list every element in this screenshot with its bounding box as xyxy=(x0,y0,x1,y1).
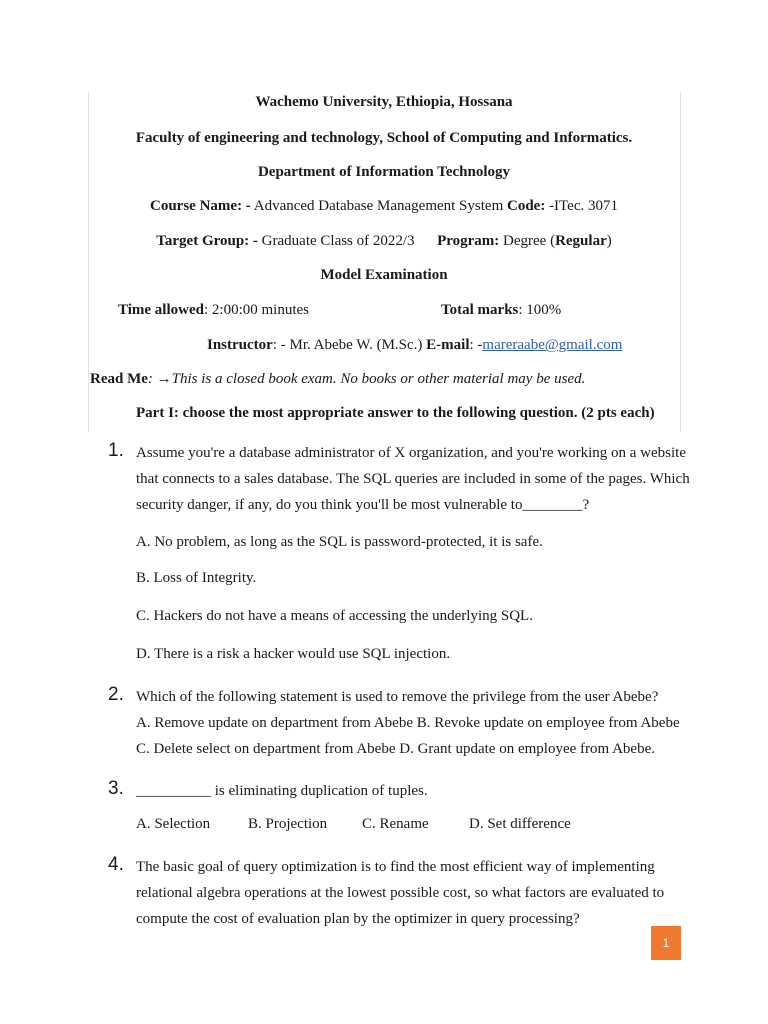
marks-label: Total marks xyxy=(441,302,519,318)
program-close: ) xyxy=(606,233,612,249)
program-label: Program: xyxy=(437,233,500,249)
option-item: B. Loss of Integrity. xyxy=(136,570,257,586)
question-text xyxy=(136,778,684,804)
option-item: D. There is a risk a hacker would use SQL injection. xyxy=(136,646,451,662)
department-name: Department of Information Technology xyxy=(257,164,511,180)
code-value: -ITec. 3071 xyxy=(545,198,618,214)
course-value: Advanced Database Management System xyxy=(250,198,507,214)
time-allowed xyxy=(118,302,309,319)
option-item: A. Selection xyxy=(136,816,211,832)
question-text xyxy=(136,854,684,932)
readme-label: Read Me xyxy=(90,371,148,387)
course-line xyxy=(88,198,680,215)
target-line xyxy=(88,233,680,250)
code-label: Code: xyxy=(506,198,546,214)
course-label: Course Name: - xyxy=(150,198,251,214)
page-number-badge: 1 xyxy=(651,926,681,960)
question-line: that connects to a sales database. The SQL queries are included in some of the pages. Which xyxy=(136,471,690,487)
question-line: A. Remove update on department from Abebe B. Revoke update on employee from Abebe xyxy=(136,715,680,731)
program-regular: Regular xyxy=(555,233,607,249)
question-line: The basic goal of query optimization is to find the most efficient way of implementing xyxy=(136,859,655,875)
program-value: Degree ( xyxy=(499,233,556,249)
header-right-border xyxy=(680,92,681,432)
total-marks xyxy=(441,302,561,319)
read-me xyxy=(90,371,585,388)
question-line: C. Delete select on department from Abebe D. Grant update on employee from Abebe. xyxy=(136,741,655,757)
instructor-line xyxy=(207,337,622,354)
question-line: compute the cost of evaluation plan by the optimizer in query processing? xyxy=(136,911,580,927)
time-label: Time allowed xyxy=(118,302,204,318)
readme-text: →This is a closed book exam. No books or other material may be used. xyxy=(156,371,586,387)
option-item: C. Hackers do not have a means of accessing the underlying SQL. xyxy=(136,608,533,624)
question-line: relational algebra operations at the lowest possible cost, so what factors are evaluated to xyxy=(136,885,665,901)
exam-title: Model Examination xyxy=(320,267,448,283)
question-text xyxy=(136,684,684,762)
email-label: E-mail xyxy=(426,337,470,353)
option-item: A. No problem, as long as the SQL is password-protected, it is safe. xyxy=(136,534,543,550)
university-name: Wachemo University, Ethiopia, Hossana xyxy=(255,94,513,110)
email-link[interactable]: mareraabe@gmail.com xyxy=(482,337,623,353)
part-title: Part I: choose the most appropriate answer to the following question. (2 pts each) xyxy=(136,405,655,421)
instructor-value: : - Mr. Abebe W. (M.Sc.) xyxy=(272,337,427,353)
option-item: C. Rename xyxy=(362,816,429,832)
time-value: : 2:00:00 minutes xyxy=(203,302,309,318)
option-item: B. Projection xyxy=(248,816,328,832)
target-value: Graduate Class of 2022/3 xyxy=(257,233,415,249)
marks-value: : 100% xyxy=(518,302,562,318)
question-line: Which of the following statement is used to remove the privilege from the user Abebe? xyxy=(136,689,659,705)
question-number: 1. xyxy=(108,440,124,461)
question-text xyxy=(136,440,690,518)
faculty-name: Faculty of engineering and technology, School of Computing and Informatics. xyxy=(135,130,633,146)
instructor-label: Instructor xyxy=(207,337,273,353)
question-number: 4. xyxy=(108,854,124,875)
question-line: Assume you're a database administrator of X organization, and you're working on a website xyxy=(136,445,686,461)
option-item: D. Set difference xyxy=(469,816,571,832)
email-sep: : - xyxy=(469,337,483,353)
question-line: security danger, if any, do you think you'll be most vulnerable to________? xyxy=(136,497,590,513)
readme-sep: : xyxy=(147,371,157,387)
target-label: Target Group: - xyxy=(156,233,258,249)
question-line: __________ is eliminating duplication of tuples. xyxy=(136,783,428,799)
question-number: 2. xyxy=(108,684,124,705)
question-number: 3. xyxy=(108,778,124,799)
